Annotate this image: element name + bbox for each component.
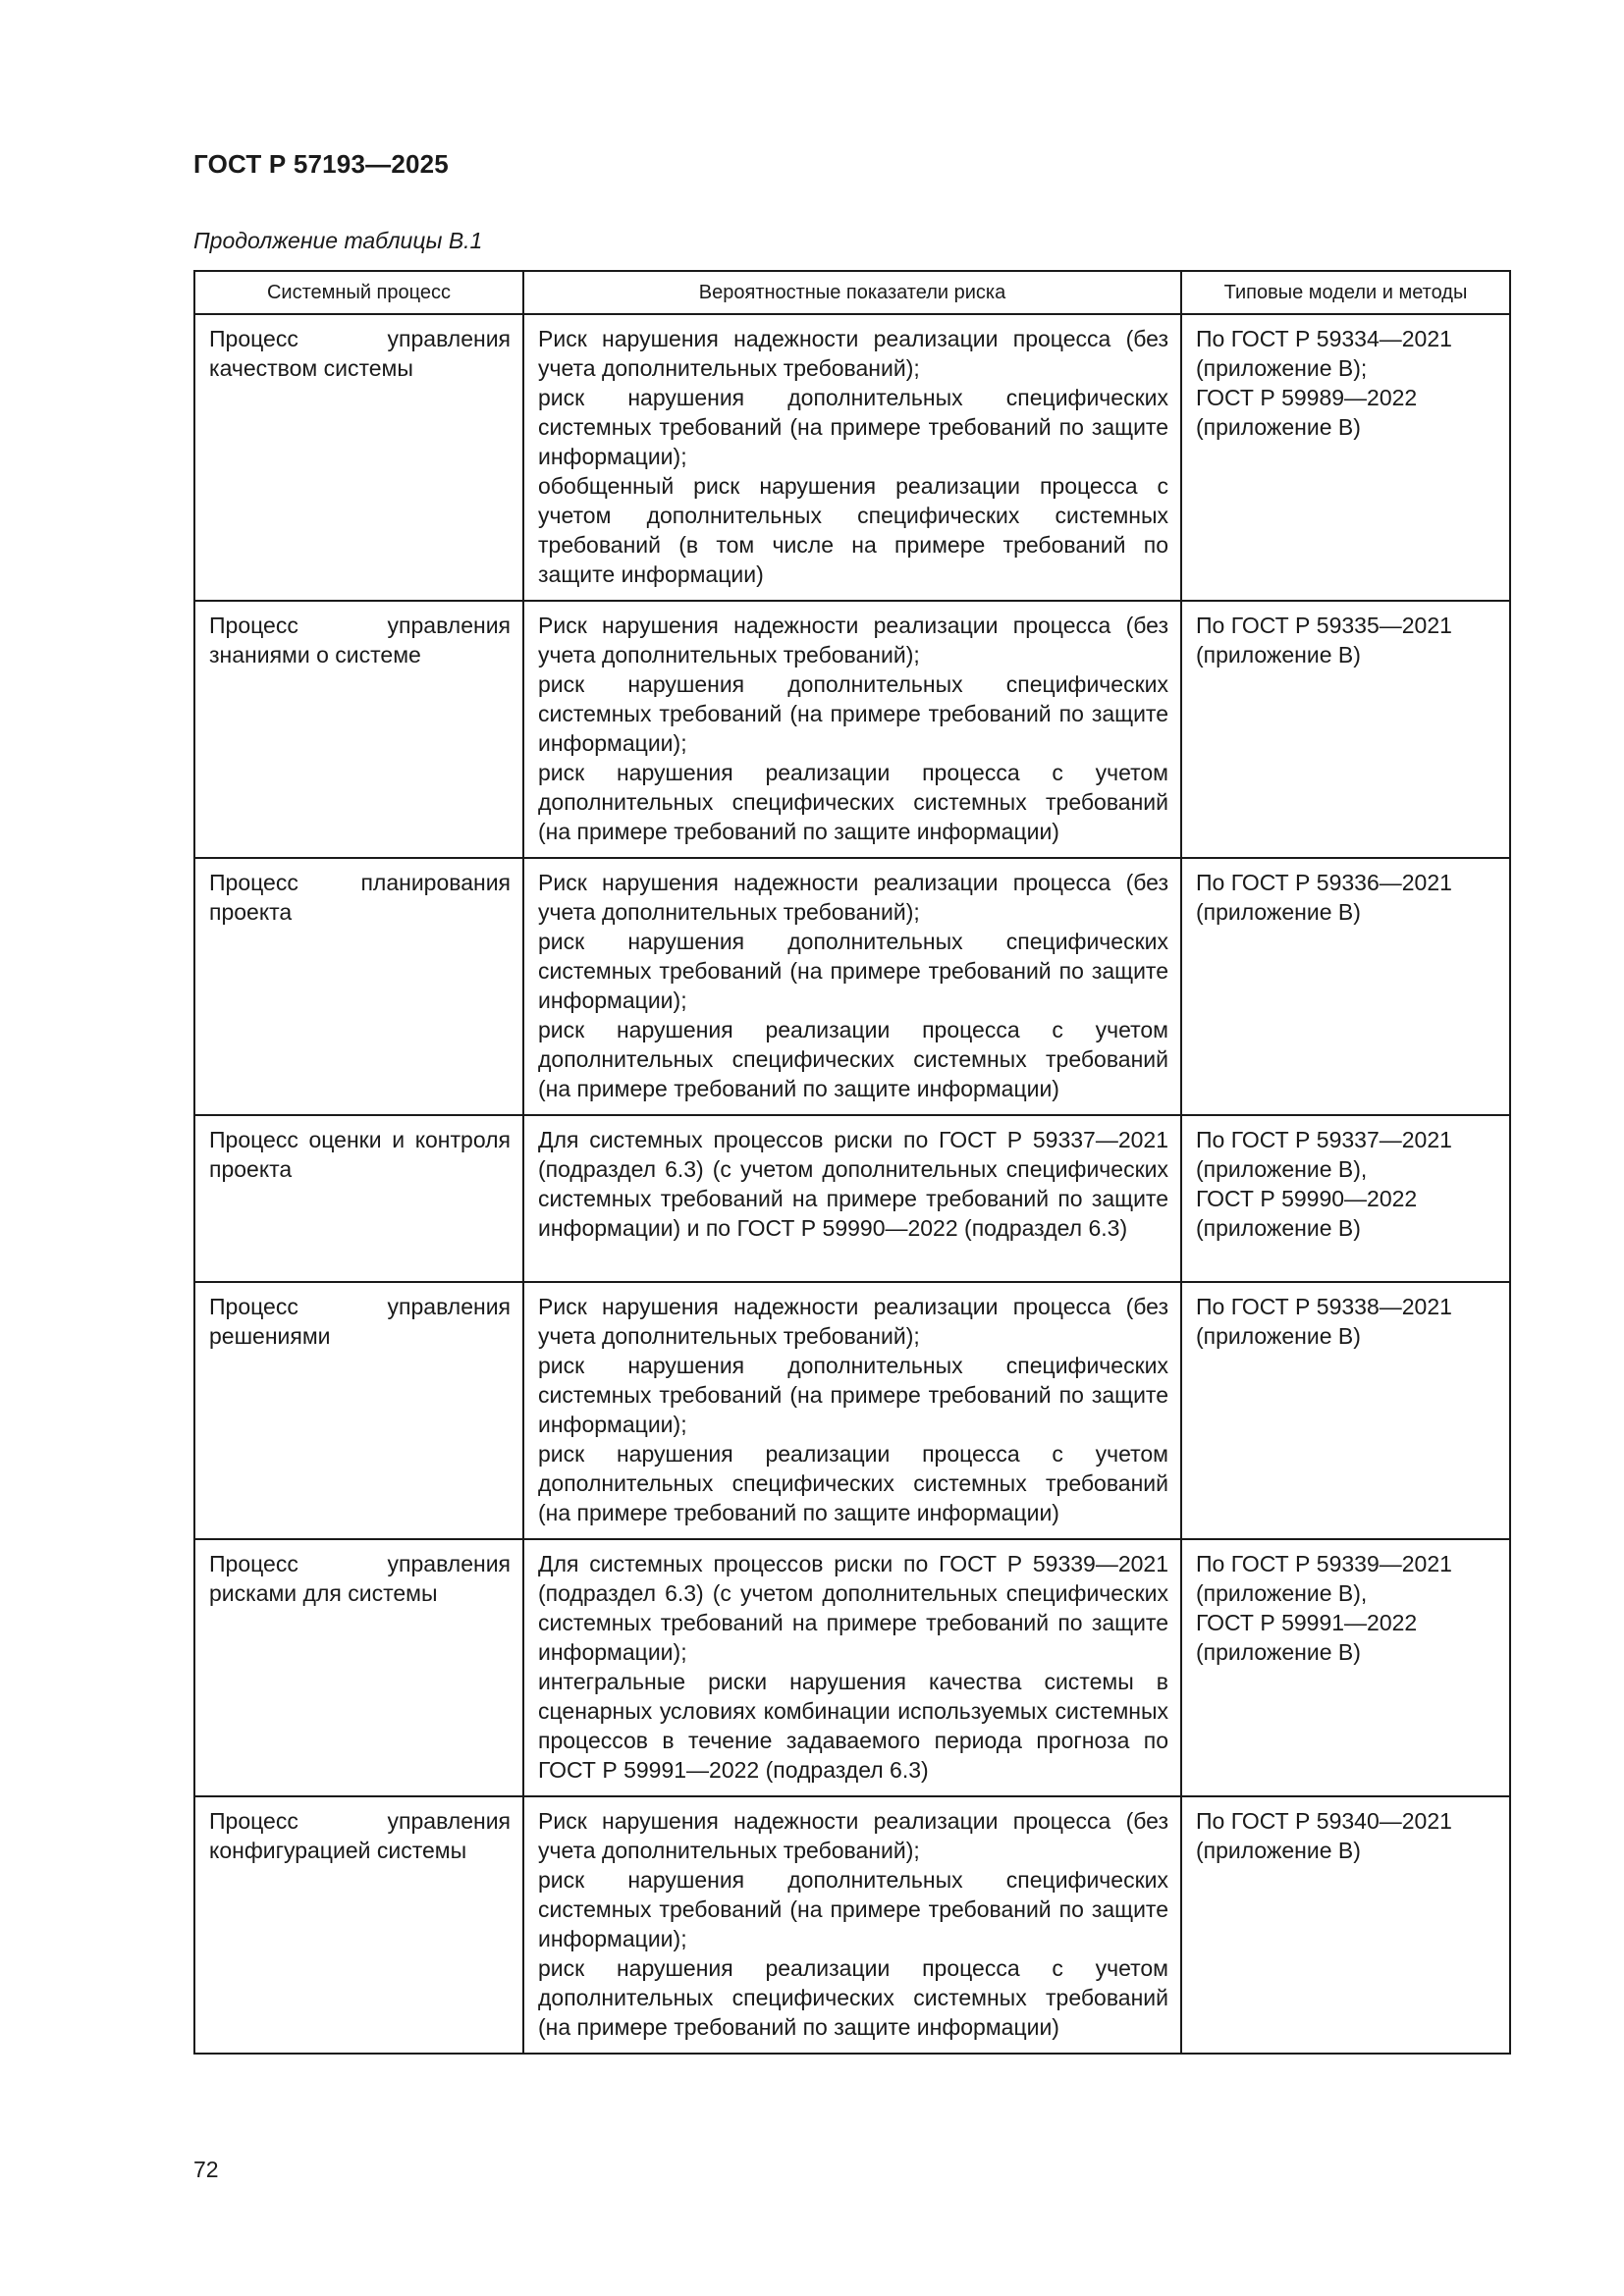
risk-item: риск нарушения реализации процесса с учетом дополнительных специфических системных требований (на примере требований по защите информации) — [538, 1017, 1168, 1101]
methods-cell — [1181, 1796, 1510, 2054]
risk-cell — [523, 1115, 1181, 1282]
method-item: ГОСТ Р 59990—2022 (приложение В) — [1196, 1186, 1418, 1241]
method-item: По ГОСТ Р 59336—2021 (приложение В) — [1196, 870, 1452, 925]
risk-item: Для системных процессов риски по ГОСТ Р 59339—2021 (подраздел 6.3) (с учетом дополнительных специфических системных требований на примере требований по защите информации); — [538, 1551, 1168, 1665]
column-header-process: Системный процесс — [194, 271, 523, 314]
risk-item: риск нарушения дополнительных специфических системных требований (на примере требований по защите информации); — [538, 1353, 1168, 1437]
table-row — [194, 1115, 1510, 1282]
risk-cell — [523, 601, 1181, 858]
column-header-risk: Вероятностные показатели риска — [523, 271, 1181, 314]
method-item: По ГОСТ Р 59335—2021 (приложение В) — [1196, 613, 1452, 667]
methods-cell — [1181, 1539, 1510, 1796]
methods-cell — [1181, 858, 1510, 1115]
column-header-methods: Типовые модели и методы — [1181, 271, 1510, 314]
table-row — [194, 1282, 1510, 1539]
table-row — [194, 1539, 1510, 1796]
risk-item: риск нарушения реализации процесса с учетом дополнительных специфических системных требований (на примере требований по защите информации) — [538, 1441, 1168, 1525]
process-cell: Процесс управления знаниями о системе — [194, 601, 523, 858]
risk-item: обобщенный риск нарушения реализации процесса с учетом дополнительных специфических системных требований (в том числе на примере требований по защите информации) — [538, 473, 1168, 587]
method-item: По ГОСТ Р 59337—2021 (приложение В), — [1196, 1127, 1452, 1182]
table-header-row — [194, 271, 1510, 314]
risk-item: Для системных процессов риски по ГОСТ Р 59337—2021 (подраздел 6.3) (с учетом дополнительных специфических системных требований на примере требований по защите информации) и по ГОСТ Р 59990—2022 (подраздел 6.3) — [538, 1127, 1168, 1241]
table-caption: Продолжение таблицы В.1 — [193, 228, 483, 253]
method-item: ГОСТ Р 59989—2022 (приложение В) — [1196, 385, 1418, 440]
risk-item: Риск нарушения надежности реализации процесса (без учета дополнительных требований); — [538, 1808, 1168, 1863]
methods-cell — [1181, 601, 1510, 858]
risk-cell — [523, 1282, 1181, 1539]
process-cell: Процесс планирования проекта — [194, 858, 523, 1115]
table-row — [194, 601, 1510, 858]
risk-item: Риск нарушения надежности реализации процесса (без учета дополнительных требований); — [538, 613, 1168, 667]
method-item: По ГОСТ Р 59334—2021 (приложение В); — [1196, 326, 1452, 381]
process-cell: Процесс управления конфигурацией системы — [194, 1796, 523, 2054]
risk-cell — [523, 858, 1181, 1115]
methods-cell — [1181, 1115, 1510, 1282]
risk-item: риск нарушения реализации процесса с учетом дополнительных специфических системных требований (на примере требований по защите информации) — [538, 1955, 1168, 2040]
risk-item: Риск нарушения надежности реализации процесса (без учета дополнительных требований); — [538, 870, 1168, 925]
risk-item: Риск нарушения надежности реализации процесса (без учета дополнительных требований); — [538, 1294, 1168, 1349]
method-item: ГОСТ Р 59991—2022 (приложение В) — [1196, 1610, 1418, 1665]
risk-cell — [523, 1796, 1181, 2054]
risk-item: риск нарушения дополнительных специфических системных требований (на примере требований по защите информации); — [538, 671, 1168, 756]
risk-item: риск нарушения дополнительных специфических системных требований (на примере требований по защите информации); — [538, 1867, 1168, 1951]
page-number: 72 — [193, 2157, 219, 2182]
risk-item: риск нарушения реализации процесса с учетом дополнительных специфических системных требований (на примере требований по защите информации) — [538, 760, 1168, 844]
risk-cell — [523, 1539, 1181, 1796]
table-row — [194, 1796, 1510, 2054]
methods-cell — [1181, 314, 1510, 601]
table-row — [194, 858, 1510, 1115]
method-item: По ГОСТ Р 59338—2021 (приложение В) — [1196, 1294, 1452, 1349]
process-cell: Процесс оценки и контроля проекта — [194, 1115, 523, 1282]
risk-item: риск нарушения дополнительных специфических системных требований (на примере требований по защите информации); — [538, 385, 1168, 469]
method-item: По ГОСТ Р 59340—2021 (приложение В) — [1196, 1808, 1452, 1863]
methods-cell — [1181, 1282, 1510, 1539]
process-cell: Процесс управления качеством системы — [194, 314, 523, 601]
risk-item: интегральные риски нарушения качества системы в сценарных условиях комбинации используемых системных процессов в течение задаваемого периода прогноза по ГОСТ Р 59991—2022 (подраздел 6.3) — [538, 1669, 1168, 1783]
method-item: По ГОСТ Р 59339—2021 (приложение В), — [1196, 1551, 1452, 1606]
process-cell: Процесс управления решениями — [194, 1282, 523, 1539]
risk-cell — [523, 314, 1181, 601]
risk-item: Риск нарушения надежности реализации процесса (без учета дополнительных требований); — [538, 326, 1168, 381]
table-row — [194, 314, 1510, 601]
risk-item: риск нарушения дополнительных специфических системных требований (на примере требований по защите информации); — [538, 929, 1168, 1013]
document-header: ГОСТ Р 57193—2025 — [193, 149, 449, 179]
process-cell: Процесс управления рисками для системы — [194, 1539, 523, 1796]
risk-table — [193, 270, 1511, 2055]
